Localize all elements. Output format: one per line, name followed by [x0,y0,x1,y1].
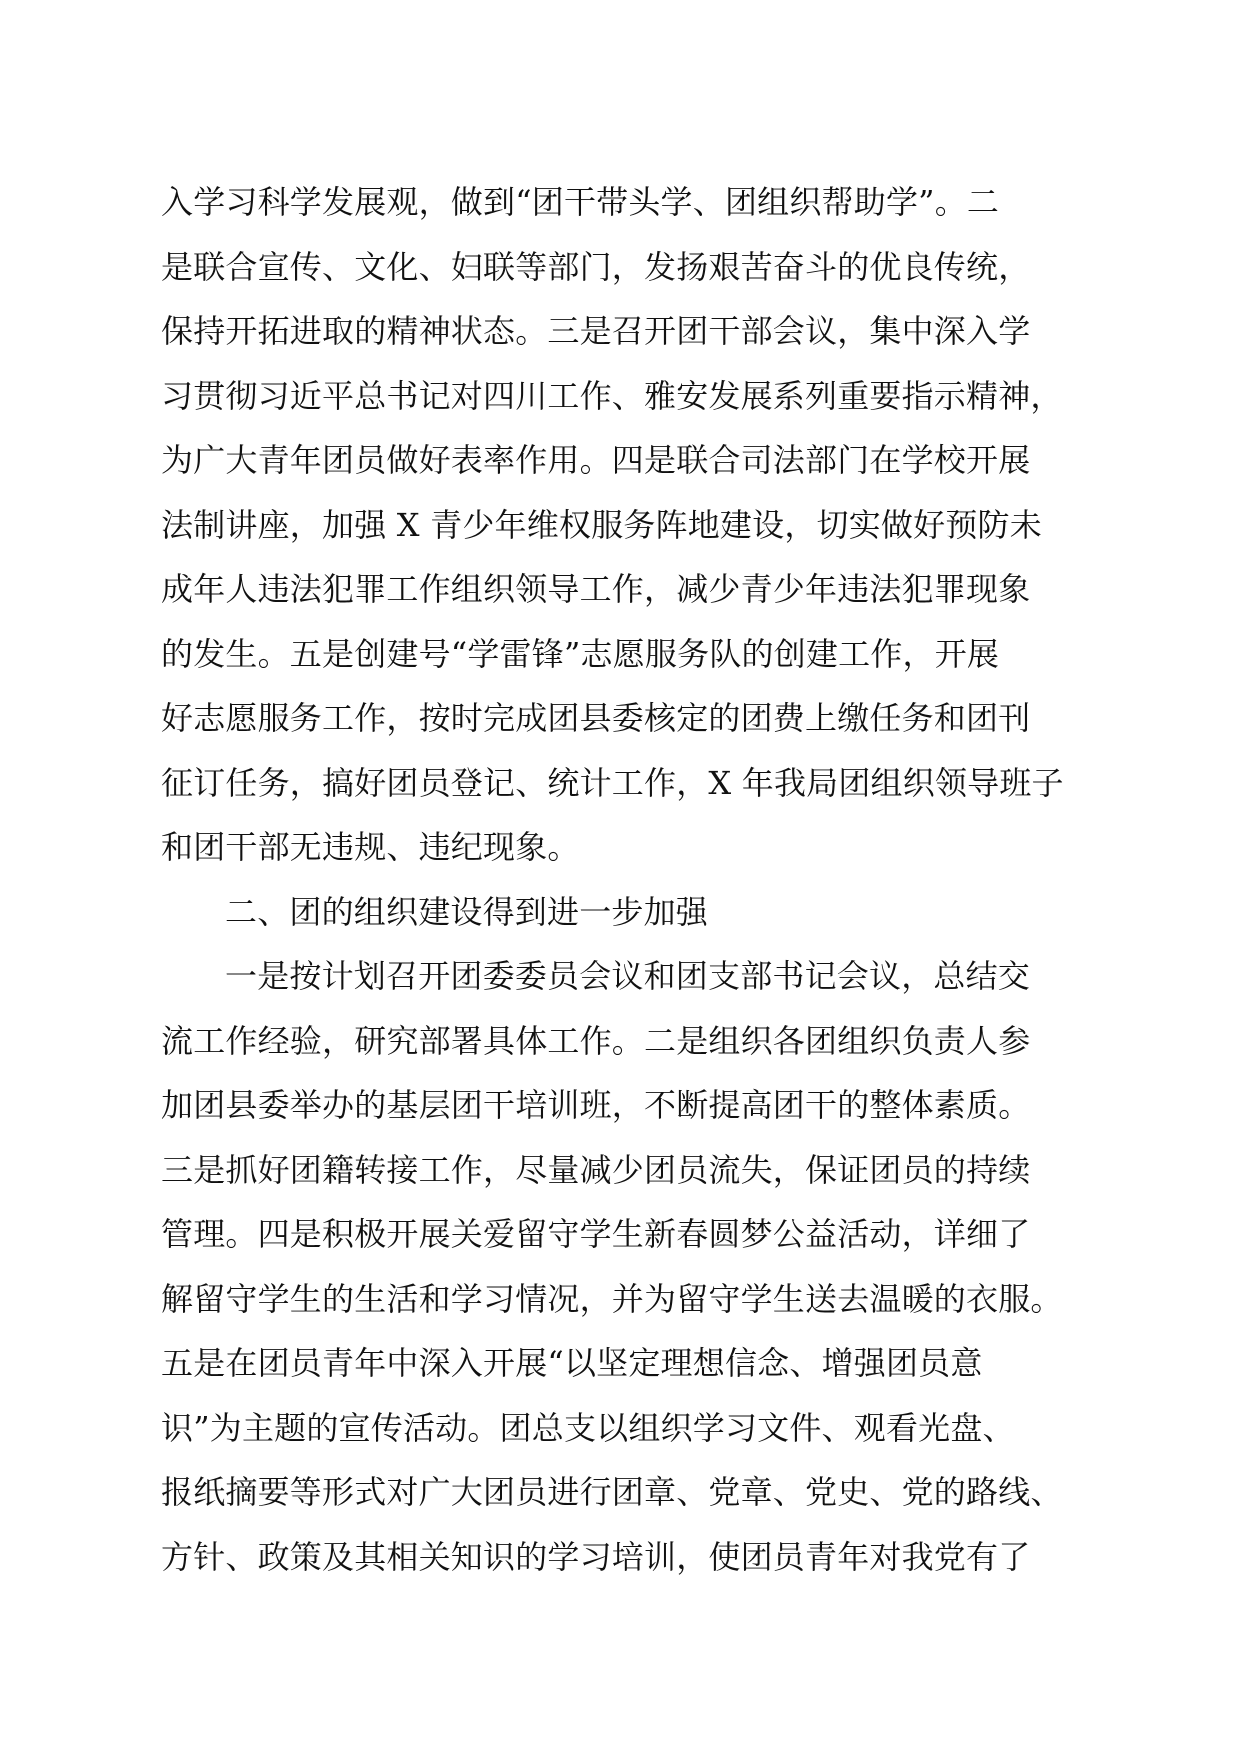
paragraph-line: 征订任务，搞好团员登记、统计工作，X 年我局团组织领导班子 [161,763,1064,802]
paragraph-line: 为广大青年团员做好表率作用。四是联合司法部门在学校开展 [161,441,1031,479]
paragraph-line: 保持开拓进取的精神状态。三是召开团干部会议，集中深入学 [161,312,1031,350]
paragraph-line: 五是在团员青年中深入开展“以坚定理想信念、增强团员意 [161,1344,983,1382]
paragraph-line: 方针、政策及其相关知识的学习培训，使团员青年对我党有了 [161,1537,1031,1576]
paragraph-line: 管理。四是积极开展关爱留守学生新春圆梦公益活动，详细了 [161,1215,1031,1253]
paragraph-line: 和团干部无违规、违纪现象。 [161,828,580,866]
paragraph-line: 一是按计划召开团委委员会议和团支部书记会议，总结交 [225,957,1031,995]
paragraph-line: 报纸摘要等形式对广大团员进行团章、党章、党史、党的路线、 [161,1473,1063,1511]
section-heading: 二、团的组织建设得到进一步加强 [225,892,709,931]
paragraph-line: 加团县委举办的基层团干培训班，不断提高团干的整体素质。 [161,1086,1031,1124]
document-body [161,170,1091,1589]
paragraph-line: 三是抓好团籍转接工作，尽量减少团员流失，保证团员的持续 [161,1150,1031,1189]
paragraph-line: 的发生。五是创建号“学雷锋”志愿服务队的创建工作，开展 [161,634,1000,673]
paragraph-line: 好志愿服务工作，按时完成团县委核定的团费上缴任务和团刊 [161,699,1031,737]
paragraph-line: 解留守学生的生活和学习情况，并为留守学生送去温暖的衣服。 [161,1279,1063,1318]
paragraph-line: 流工作经验，研究部署具体工作。二是组织各团组织负责人参 [161,1021,1031,1060]
paragraph-line: 法制讲座，加强 X 青少年维权服务阵地建设，切实做好预防未 [161,505,1042,544]
paragraph-line: 入学习科学发展观，做到“团干带头学、团组织帮助学”。二 [161,183,1000,221]
paragraph-line: 识”为主题的宣传活动。团总支以组织学习文件、观看光盘、 [161,1408,1015,1447]
paragraph-line: 习贯彻习近平总书记对四川工作、雅安发展系列重要指示精神， [161,376,1063,415]
paragraph-line: 成年人违法犯罪工作组织领导工作，减少青少年违法犯罪现象 [161,570,1031,608]
paragraph-line: 是联合宣传、文化、妇联等部门，发扬艰苦奋斗的优良传统， [161,247,1031,286]
